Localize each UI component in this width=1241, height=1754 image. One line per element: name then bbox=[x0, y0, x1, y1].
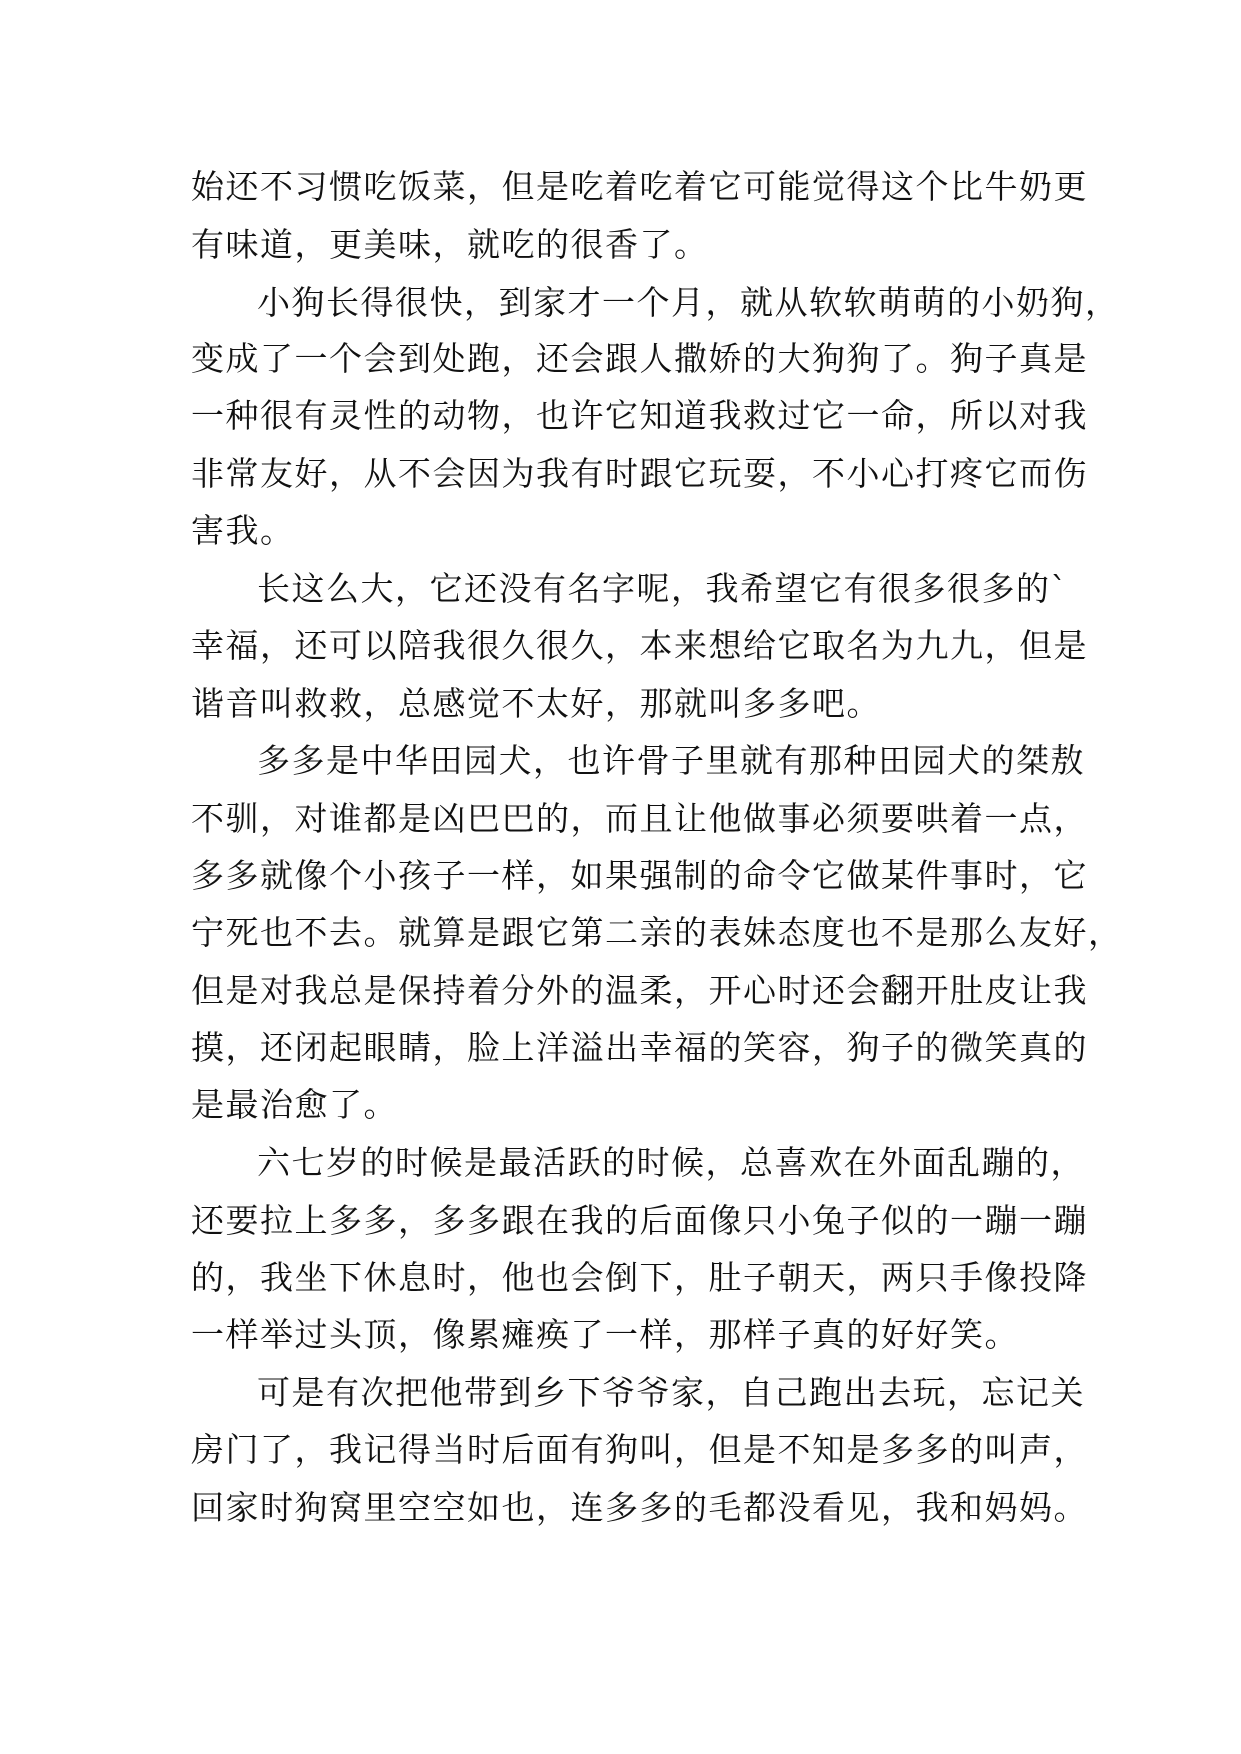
text-line: 一种很有灵性的动物，也许它知道我救过它一命，所以对我 bbox=[191, 396, 1088, 435]
text-line: 房门了，我记得当时后面有狗叫，但是不知是多多的叫声， bbox=[191, 1430, 1088, 1469]
text-line: 多多就像个小孩子一样，如果强制的命令它做某件事时，它 bbox=[191, 856, 1088, 895]
text-line: 谐音叫救救，总感觉不太好，那就叫多多吧。 bbox=[191, 684, 881, 723]
text-line: 但是对我总是保持着分外的温柔，开心时还会翻开肚皮让我 bbox=[191, 971, 1088, 1010]
text-line: 不驯，对谁都是凶巴巴的，而且让他做事必须要哄着一点， bbox=[191, 799, 1088, 838]
text-line: 始还不习惯吃饭菜，但是吃着吃着它可能觉得这个比牛奶更 bbox=[191, 167, 1088, 206]
text-line: 幸福，还可以陪我很久很久，本来想给它取名为九九，但是 bbox=[191, 626, 1088, 665]
text-line: 宁死也不去。就算是跟它第二亲的表妹态度也不是那么友好， bbox=[191, 913, 1123, 952]
text-line: 回家时狗窝里空空如也，连多多的毛都没看见，我和妈妈。 bbox=[191, 1488, 1088, 1527]
paragraph-first-line: 小狗长得很快，到家才一个月，就从软软萌萌的小奶狗， bbox=[257, 283, 1120, 322]
text-line: 摸，还闭起眼睛，脸上洋溢出幸福的笑容，狗子的微笑真的 bbox=[191, 1028, 1088, 1067]
text-line: 害我。 bbox=[191, 511, 295, 550]
paragraph-first-line: 多多是中华田园犬，也许骨子里就有那种田园犬的桀敖 bbox=[257, 741, 1085, 780]
text-line: 的，我坐下休息时，他也会倒下，肚子朝天，两只手像投降 bbox=[191, 1258, 1088, 1297]
text-line: 非常友好，从不会因为我有时跟它玩耍，不小心打疼它而伤 bbox=[191, 454, 1088, 493]
text-line: 是最治愈了。 bbox=[191, 1085, 398, 1124]
paragraph-first-line: 可是有次把他带到乡下爷爷家，自己跑出去玩，忘记关 bbox=[257, 1373, 1085, 1412]
paragraph-first-line: 长这么大，它还没有名字呢，我希望它有很多很多的` bbox=[257, 569, 1069, 608]
text-line: 一样举过头顶，像累瘫痪了一样，那样子真的好好笑。 bbox=[191, 1315, 1019, 1354]
text-line: 还要拉上多多，多多跟在我的后面像只小兔子似的一蹦一蹦 bbox=[191, 1201, 1088, 1240]
paragraph-first-line: 六七岁的时候是最活跃的时候，总喜欢在外面乱蹦的， bbox=[257, 1143, 1085, 1182]
text-line: 有味道，更美味，就吃的很香了。 bbox=[191, 225, 709, 264]
text-line: 变成了一个会到处跑，还会跟人撒娇的大狗狗了。狗子真是 bbox=[191, 339, 1088, 378]
